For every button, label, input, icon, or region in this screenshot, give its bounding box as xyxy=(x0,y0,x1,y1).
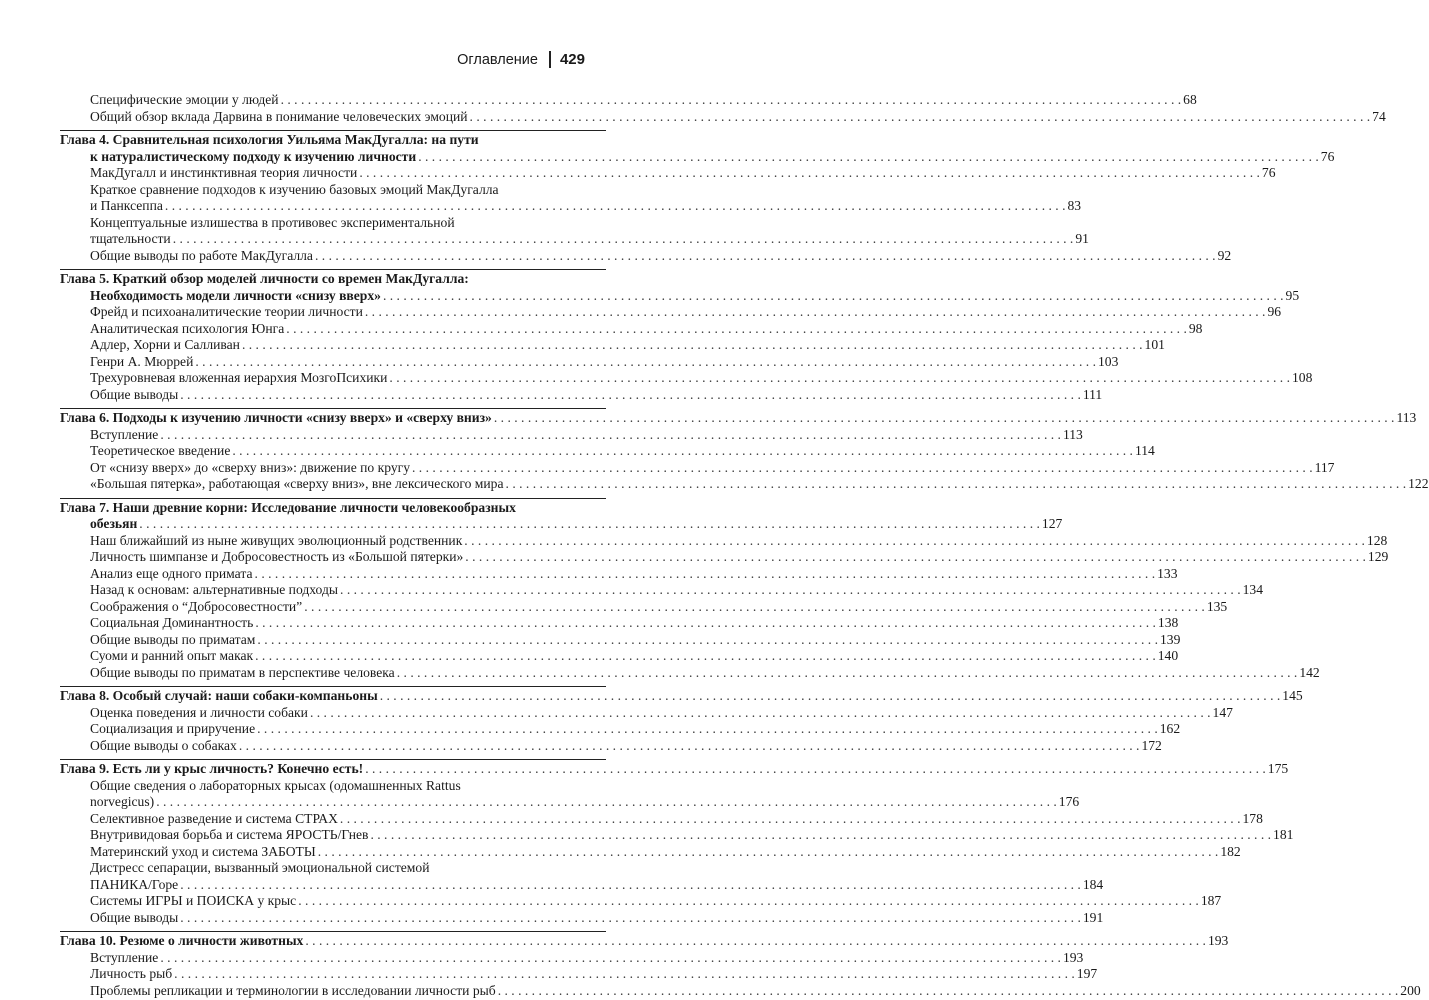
entry-title: Генри А. Мюррей xyxy=(90,353,194,369)
toc-line xyxy=(60,860,606,877)
table-of-contents xyxy=(60,92,1429,999)
toc-line xyxy=(60,320,1203,338)
chapter-heading xyxy=(60,933,1229,950)
dot-leader xyxy=(389,370,1290,387)
dot-leader xyxy=(160,950,1061,967)
toc-line xyxy=(60,631,1181,649)
chapter-divider xyxy=(60,130,606,131)
entry-title: Внутривидовая борьба и система ЯРОСТЬ/Гнев xyxy=(90,827,369,842)
toc-line xyxy=(60,648,1179,665)
entry-title: Проблемы репликации и терминологии в исследовании личности рыб xyxy=(90,982,496,998)
toc-entry xyxy=(60,214,1089,248)
toc-entry xyxy=(60,909,1104,927)
toc-entry xyxy=(60,810,1263,828)
chapter-heading xyxy=(60,410,1417,427)
toc-line xyxy=(60,982,1421,1000)
dot-leader xyxy=(494,410,1395,427)
page-number: 114 xyxy=(1134,443,1155,458)
page-number: 113 xyxy=(1062,426,1083,442)
page-number: 193 xyxy=(1062,949,1084,965)
page-number: 181 xyxy=(1273,827,1294,842)
page-number: 133 xyxy=(1157,565,1178,581)
running-header xyxy=(457,51,585,68)
toc-line xyxy=(60,565,1178,583)
toc-line xyxy=(60,304,1282,321)
entry-title: Аналитическая психология Юнга xyxy=(90,320,285,336)
toc-line xyxy=(60,410,1417,427)
page-number: 92 xyxy=(1217,247,1232,263)
toc-line xyxy=(60,810,1263,828)
toc-entry xyxy=(60,966,1098,983)
toc-line xyxy=(60,459,1335,477)
page-number: 117 xyxy=(1314,459,1335,475)
toc-line xyxy=(60,426,1083,444)
chapter-title: Глава 10. Резюме о личности животных xyxy=(60,933,304,948)
page-number: 145 xyxy=(1282,688,1303,703)
dot-leader xyxy=(298,893,1199,910)
toc-entry xyxy=(60,565,1178,583)
toc-entry xyxy=(60,827,1294,844)
toc-entry xyxy=(60,320,1203,338)
chapter-divider xyxy=(60,269,606,270)
entry-title: Общие выводы xyxy=(90,909,179,925)
toc-line xyxy=(60,337,1165,354)
toc-line xyxy=(60,443,1155,460)
header-page-number: 429 xyxy=(559,51,585,68)
entry-title: Вступление xyxy=(90,426,159,442)
toc-entry xyxy=(60,777,1080,811)
toc-entry xyxy=(60,247,1232,265)
page-number: 139 xyxy=(1159,631,1181,647)
toc-line xyxy=(60,794,1080,811)
page-number: 101 xyxy=(1144,337,1165,352)
page-number: 197 xyxy=(1076,966,1098,981)
dot-leader xyxy=(380,688,1281,705)
toc-entry xyxy=(60,549,1389,566)
toc-entry xyxy=(60,353,1119,371)
page-number: 162 xyxy=(1159,721,1181,736)
toc-line xyxy=(60,92,1197,109)
toc-line xyxy=(60,737,1162,755)
entry-title: Личность рыб xyxy=(90,966,173,981)
toc-line xyxy=(60,476,1429,493)
page-number: 142 xyxy=(1299,664,1320,680)
toc-line xyxy=(60,500,606,517)
entry-title: Селективное разведение и система СТРАХ xyxy=(90,810,338,826)
entry-title: Общие выводы по работе МакДугалла xyxy=(90,247,313,263)
toc-line xyxy=(60,271,606,288)
page-number: 74 xyxy=(1372,108,1386,124)
toc-entry xyxy=(60,648,1179,665)
dot-leader xyxy=(139,516,1040,533)
page-number: 76 xyxy=(1261,165,1276,180)
entry-title: Общие выводы по приматам xyxy=(90,631,256,647)
toc-line xyxy=(60,108,1386,126)
dot-leader xyxy=(305,933,1206,950)
page-number: 184 xyxy=(1082,876,1104,892)
dot-leader xyxy=(242,337,1143,354)
toc-line xyxy=(60,198,1082,215)
entry-title: Адлер, Хорни и Салливан xyxy=(90,337,240,352)
toc-line xyxy=(60,893,1222,910)
toc-line xyxy=(60,761,1289,778)
page-number: 91 xyxy=(1075,231,1089,246)
dot-leader xyxy=(397,665,1298,682)
entry-title: Суоми и ранний опыт макак xyxy=(90,648,254,663)
entry-title: Социальная Доминантность xyxy=(90,615,254,630)
toc-line xyxy=(60,148,1335,166)
toc-entry xyxy=(60,370,1313,387)
chapter-title: Глава 5. Краткий обзор моделей личности со времен МакДугалла: xyxy=(60,271,469,286)
entry-title: Соображения о “Добросовестности” xyxy=(90,598,303,614)
toc-entry xyxy=(60,949,1084,967)
entry-title: Трехуровневая вложенная иерархия МозгоПсихики xyxy=(90,370,388,385)
toc-line xyxy=(60,532,1388,550)
entry-title: Общие выводы по приматам в перспективе человека xyxy=(90,664,395,680)
page-number: 95 xyxy=(1285,287,1300,303)
dot-leader xyxy=(257,632,1158,649)
dot-leader xyxy=(173,231,1074,248)
dot-leader xyxy=(310,705,1211,722)
page-number: 176 xyxy=(1058,794,1080,809)
entry-title: Назад к основам: альтернативные подходы xyxy=(90,582,339,597)
entry-title: norvegicus) xyxy=(90,794,155,809)
entry-title: Специфические эмоции у людей xyxy=(90,92,279,107)
page-number: 134 xyxy=(1242,582,1263,597)
page-number: 193 xyxy=(1207,933,1229,948)
header-section-title: Оглавление xyxy=(457,51,538,68)
entry-title: От «снизу вверх» до «сверху вниз»: движение по кругу xyxy=(90,459,410,475)
page-number: 76 xyxy=(1320,148,1335,164)
toc-line xyxy=(60,778,606,795)
toc-entry xyxy=(60,426,1083,444)
dot-leader xyxy=(195,354,1096,371)
toc-entry xyxy=(60,386,1103,404)
dot-leader xyxy=(255,648,1156,665)
toc-line xyxy=(60,247,1232,265)
page-number: 147 xyxy=(1212,704,1233,720)
chapter-heading xyxy=(60,761,1289,778)
page-number: 187 xyxy=(1200,893,1222,908)
toc-entry xyxy=(60,860,1104,893)
toc-entry xyxy=(60,582,1263,599)
entry-title: Личность шимпанзе и Добросовестность из «Большой пятерки» xyxy=(90,549,464,564)
entry-title: Общий обзор вклада Дарвина в понимание человеческих эмоций xyxy=(90,108,468,124)
toc-line xyxy=(60,827,1294,844)
toc-entry xyxy=(60,337,1165,354)
toc-line xyxy=(60,598,1228,616)
toc-line xyxy=(60,386,1103,404)
page-number: 127 xyxy=(1041,516,1063,531)
chapter-title: Необходимость модели личности «снизу вверх» xyxy=(90,287,381,303)
dot-leader xyxy=(318,844,1219,861)
dot-leader xyxy=(281,92,1182,109)
chapter-divider xyxy=(60,686,606,687)
dot-leader xyxy=(412,460,1313,477)
toc-line xyxy=(60,231,1089,248)
header-divider xyxy=(549,51,551,68)
page-number: 172 xyxy=(1141,737,1162,753)
entry-title: Фрейд и психоаналитические теории личности xyxy=(90,304,363,319)
chapter-heading xyxy=(60,132,1335,165)
dot-leader xyxy=(156,794,1057,811)
entry-title: Теоретическое введение xyxy=(90,443,231,458)
chapter-title: к натуралистическому подходу к изучению личности xyxy=(90,148,417,164)
chapter-heading xyxy=(60,499,1063,533)
toc-entry xyxy=(60,704,1233,722)
dot-leader xyxy=(465,549,1366,566)
toc-line xyxy=(60,549,1389,566)
dot-leader xyxy=(359,165,1260,182)
chapter-title: Глава 7. Наши древние корни: Исследование личности человекообразных xyxy=(60,499,516,515)
chapter-title: обезьян xyxy=(90,516,138,531)
entry-title: тщательности xyxy=(90,231,171,246)
page-number: 178 xyxy=(1242,810,1263,826)
entry-title: Оценка поведения и личности собаки xyxy=(90,704,308,720)
toc-entry xyxy=(60,893,1222,910)
dot-leader xyxy=(340,582,1241,599)
page-number: 175 xyxy=(1267,761,1289,776)
entry-title: и Панксеппа xyxy=(90,198,163,213)
dot-leader xyxy=(174,966,1075,983)
dot-leader xyxy=(304,599,1205,616)
toc-line xyxy=(60,843,1241,861)
entry-title: ПАНИКА/Горе xyxy=(90,876,179,892)
entry-title: Дистресс сепарации, вызванный эмоциональной системой xyxy=(90,860,430,875)
chapter-title: Глава 9. Есть ли у крыс личность? Конечно есть! xyxy=(60,761,364,776)
page-number: 138 xyxy=(1157,615,1179,630)
page-number: 98 xyxy=(1188,320,1203,336)
chapter-title: Глава 4. Сравнительная психология Уильяма МакДугалла: на пути xyxy=(60,132,479,147)
toc-entry xyxy=(60,737,1162,755)
toc-entry xyxy=(60,532,1388,550)
entry-title: Общие выводы о собаках xyxy=(90,737,237,753)
page-number: 83 xyxy=(1067,198,1082,213)
dot-leader xyxy=(257,721,1158,738)
dot-leader xyxy=(255,615,1156,632)
page-number: 113 xyxy=(1396,410,1417,425)
page-number: 108 xyxy=(1292,370,1313,385)
toc-entry xyxy=(60,108,1386,126)
toc-entry xyxy=(60,631,1181,649)
entry-title: «Большая пятерка», работающая «сверху вниз», вне лексического мира xyxy=(90,476,504,491)
dot-leader xyxy=(315,248,1216,265)
dot-leader xyxy=(470,109,1371,126)
toc-line xyxy=(60,582,1263,599)
entry-title: Наш ближайший из ныне живущих эволюционный родственник xyxy=(90,532,463,548)
entry-title: Общие сведения о лабораторных крысах (одомашненных Rattus xyxy=(90,777,461,793)
page-number: 122 xyxy=(1408,476,1429,491)
dot-leader xyxy=(340,811,1241,828)
chapter-divider xyxy=(60,498,606,499)
toc-entry xyxy=(60,304,1282,321)
toc-entry xyxy=(60,598,1228,616)
dot-leader xyxy=(365,761,1266,778)
page-number: 200 xyxy=(1400,982,1421,998)
entry-title: Анализ еще одного примата xyxy=(90,565,253,581)
dot-leader xyxy=(506,476,1407,493)
page-number: 111 xyxy=(1082,386,1103,402)
toc-entry xyxy=(60,615,1179,632)
entry-title: МакДугалл и инстинктивная теория личности xyxy=(90,165,358,180)
chapter-heading xyxy=(60,271,1300,304)
toc-entry xyxy=(60,443,1155,460)
toc-entry xyxy=(60,664,1320,682)
entry-title: Вступление xyxy=(90,949,159,965)
dot-leader xyxy=(286,321,1187,338)
toc-entry xyxy=(60,165,1276,182)
page-number: 191 xyxy=(1082,909,1104,925)
page-number: 68 xyxy=(1183,92,1197,107)
toc-line xyxy=(60,933,1229,950)
entry-title: Материнский уход и система ЗАБОТЫ xyxy=(90,843,316,859)
toc-entry xyxy=(60,181,1082,215)
toc-line xyxy=(60,949,1084,967)
chapter-title: Глава 8. Особый случай: наши собаки-компаньоны xyxy=(60,688,378,703)
entry-title: Краткое сравнение подходов к изучению базовых эмоций МакДугалла xyxy=(90,181,499,197)
toc-entry xyxy=(60,459,1335,477)
toc-entry xyxy=(60,476,1429,493)
dot-leader xyxy=(365,304,1266,321)
toc-line xyxy=(60,516,1063,533)
toc-line xyxy=(60,132,606,149)
toc-entry xyxy=(60,92,1197,109)
page-number: 182 xyxy=(1220,843,1241,859)
entry-title: Системы ИГРЫ и ПОИСКА у крыс xyxy=(90,893,297,908)
dot-leader xyxy=(498,983,1399,1000)
chapter-divider xyxy=(60,408,606,409)
page-number: 129 xyxy=(1367,549,1389,564)
chapter-title: Глава 6. Подходы к изучению личности «снизу вверх» и «сверху вниз» xyxy=(60,410,492,425)
toc-line xyxy=(60,370,1313,387)
entry-title: Социализация и приручение xyxy=(90,721,256,736)
page-number: 140 xyxy=(1157,648,1179,663)
toc-line xyxy=(60,688,1303,705)
toc-entry xyxy=(60,982,1421,1000)
dot-leader xyxy=(464,533,1365,550)
dot-leader xyxy=(255,566,1156,583)
page-number: 135 xyxy=(1206,598,1228,614)
page-number: 103 xyxy=(1097,353,1119,369)
toc-line xyxy=(60,353,1119,371)
dot-leader xyxy=(160,427,1061,444)
toc-line xyxy=(60,182,606,199)
toc-line xyxy=(60,876,1104,894)
page-number: 96 xyxy=(1267,304,1282,319)
dot-leader xyxy=(180,387,1081,404)
chapter-heading xyxy=(60,688,1303,705)
toc-line xyxy=(60,615,1179,632)
entry-title: Концептуальные излишества в противовес экспериментальной xyxy=(90,214,455,230)
toc-entry xyxy=(60,843,1241,861)
dot-leader xyxy=(418,149,1319,166)
chapter-divider xyxy=(60,931,606,932)
dot-leader xyxy=(370,827,1271,844)
dot-leader xyxy=(383,288,1284,305)
toc-line xyxy=(60,287,1300,305)
toc-entry xyxy=(60,721,1181,738)
dot-leader xyxy=(232,443,1133,460)
toc-line xyxy=(60,664,1320,682)
toc-line xyxy=(60,704,1233,722)
page-number: 128 xyxy=(1366,532,1388,548)
entry-title: Общие выводы xyxy=(90,386,179,402)
dot-leader xyxy=(165,198,1066,215)
dot-leader xyxy=(239,738,1140,755)
dot-leader xyxy=(180,877,1081,894)
toc-line xyxy=(60,165,1276,182)
chapter-divider xyxy=(60,759,606,760)
dot-leader xyxy=(180,910,1081,927)
toc-line xyxy=(60,721,1181,738)
toc-line xyxy=(60,215,606,232)
toc-line xyxy=(60,966,1098,983)
toc-line xyxy=(60,909,1104,927)
